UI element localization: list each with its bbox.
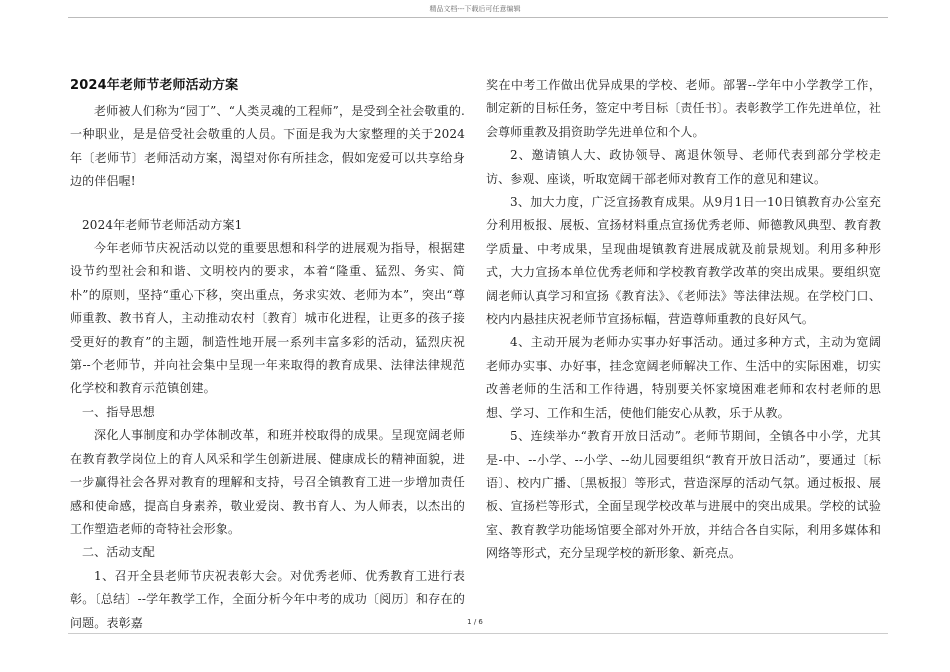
paragraph-spacer	[70, 194, 465, 214]
arrangement-item-4: 4、主动开展为老师办实事办好事活动。通过多种方式，主动为宽阔老师办实事、办好事，挂念宽阔老师解决工作、生活中的实际困难，切实改善老师的生活和工作待遇，特别要关怀家境困难老师和农村老师的思想、学习、工作和生活，使他们能安心从教，乐于从教。	[486, 335, 881, 420]
arrangement-item-3: 3、加大力度，广泛宣扬教育成果。从9月1日一10日镇教育办公室充分利用板报、展板、宣扬材料重点宣扬优秀老师、师德教风典型、教育教学质量、中考成果，呈现曲堤镇教育进展成就及前景规划。利用多种形式，大力宣扬本单位优秀老师和学校教育教学改革的突出成果。要组织宽阔老师认真学习和宣扬《教育法》、《老师法》等法律法规。在学校门口、校内内悬挂庆祝老师节宣扬标幅，营造尊师重教的良好风气。	[486, 195, 881, 327]
arrangement-item-1: 1、召开全县老师节庆祝表彰大会。对优秀老师、优秀教育工进行表彰。〔总结〕--学年教学工作，全面分析今年中考的成功〔阅历〕和存在的问题。表彰嘉	[70, 568, 465, 630]
arrangement-item-1-continued: 奖在中考工作做出优异成果的学校、老师。部署--学年中小学教学工作，制定新的目标任务，签定中考目标〔责任书〕。表彰教学工作先进单位，社会尊师重教及捐资助学先进单位和个人。	[486, 78, 881, 139]
document-title: 2024年老师节老师活动方案	[70, 78, 239, 93]
guiding-paragraph: 深化人事制度和办学体制改革，和班并校取得的成果。呈现宽阔老师在教育教学岗位上的育人风采和学生创新进展、健康成长的精神面貌，进一步赢得社会各界对教育的理解和支持，号召全镇教育工进一步增加责任感和使命感，提高自身素养，敬业爱岗、教书育人、为人师表，以杰出的工作塑造老师的奇特社会形象。	[70, 428, 465, 536]
header-divider	[68, 17, 888, 18]
plan-subtitle: 2024年老师节老师活动方案1	[82, 217, 243, 232]
footer-divider	[68, 633, 888, 634]
arrangement-item-5: 5、连续举办“教育开放日活动”。老师节期间，全镇各中小学，尤其是-中、--小学、--小学、--幼儿园要组织“教育开放日活动”，要通过〔标语〕、校内广播、〔黑板报〕等形式，营造深厚的活动气氛。通过板报、展板、宣扬栏等形式，全面呈现学校改革与进展中的突出成果。学校的试验室、教育教学功能场馆要全部对外开放，并结合各自实际，利用多媒体和网络等形式，充分呈现学校的新形象、新亮点。	[486, 429, 881, 561]
arrangement-item-2: 2、邀请镇人大、政协领导、离退休领导、老师代表到部分学校走访、参观、座谈，听取宽阔干部老师对教育工作的意见和建议。	[486, 148, 881, 186]
section-heading-guiding: 一、指导思想	[82, 404, 155, 419]
right-column	[486, 74, 881, 566]
header-note: 精品文档---下载后可任意编辑	[429, 5, 521, 13]
intro-paragraph: 老师被人们称为“园丁”、“人类灵魂的工程师”，是受到全社会敬重的.一种职业，是是倍受社会敬重的人员。下面是我为大家整理的关于2024年〔老师节〕老师活动方案，渴望对你有所挂念，假如宠爱可以共享给身边的伴侣喔!	[70, 104, 465, 189]
left-column	[70, 76, 465, 635]
page-number: 1 / 6	[467, 618, 483, 626]
plan-paragraph-1: 今年老师节庆祝活动以党的重要思想和科学的进展观为指导，根据建设节约型社会和和谐、文明校内的要求，本着“隆重、猛烈、务实、简朴”的原则，坚持“重心下移，突出重点，务求实效、老师为本”，突出“尊师重教、教书育人，主动推动农村〔教育〕城市化进程，让更多的孩子接受更好的教育”的主题，制造性地开展一系列丰富多彩的活动，猛烈庆祝第--个老师节，并向社会集中呈现一年来取得的教育成果、法律法律规范化学校和教育示范镇创建。	[70, 241, 465, 396]
section-heading-arrangement: 二、活动支配	[82, 545, 155, 560]
